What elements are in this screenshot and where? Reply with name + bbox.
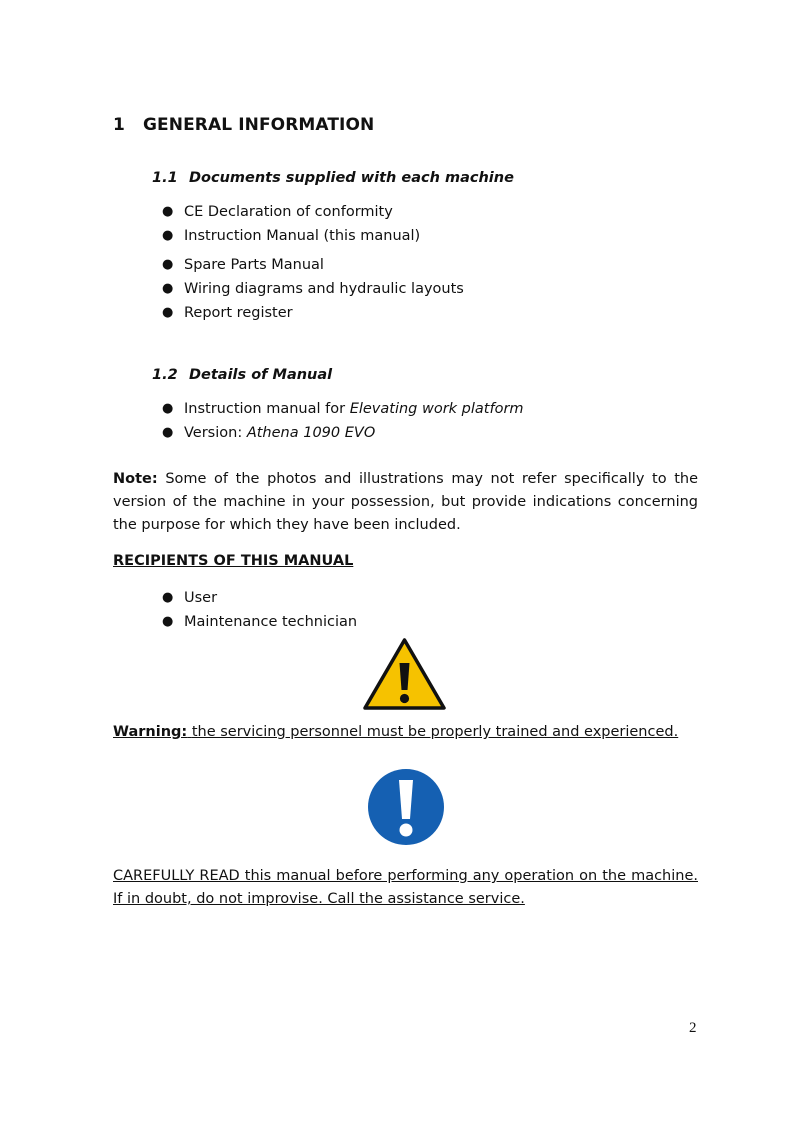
recipients-heading: RECIPIENTS OF THIS MANUAL <box>113 553 354 569</box>
subsection-title: Documents supplied with each machine <box>189 170 514 186</box>
page-number: 2 <box>689 1020 697 1036</box>
list-item: ● CE Declaration of conformity <box>162 204 393 220</box>
note-label: Note: <box>113 471 158 487</box>
details-list <box>162 397 524 444</box>
section-title: GENERAL INFORMATION <box>143 115 375 135</box>
exclamation-circle-icon <box>366 767 446 847</box>
note-text: Some of the photos and illustrations may not refer specifically to the version of the machine in your possession, but provide indications concerning the purpose for which they have been included. <box>113 471 699 533</box>
subsection-number: 1.1 <box>152 170 178 186</box>
read-instructions <box>113 865 698 911</box>
subsection-heading-details <box>152 367 332 383</box>
list-item: ● Maintenance technician <box>162 613 358 630</box>
warning-label: Warning: <box>113 724 188 740</box>
list-item: ● Version: Athena 1090 EVO <box>162 424 376 441</box>
section-number: 1 <box>113 115 125 135</box>
warning-triangle-icon <box>362 637 447 712</box>
note-paragraph <box>113 468 698 537</box>
list-item: ● Instruction manual for Elevating work platform <box>162 401 524 417</box>
list-item: ● Spare Parts Manual <box>162 257 324 274</box>
read-line-2: If in doubt, do not improvise. Call the assistance service. <box>113 891 525 907</box>
list-item: ● Wiring diagrams and hydraulic layouts <box>162 281 464 298</box>
documents-list <box>162 200 464 324</box>
read-line-1: CAREFULLY READ this manual before performing any operation on the machine. <box>113 868 698 884</box>
list-item: ● Report register <box>162 304 293 321</box>
recipients-list <box>162 586 357 633</box>
subsection-number: 1.2 <box>152 367 178 383</box>
warning-line <box>113 724 678 740</box>
subsection-heading-documents <box>152 170 514 186</box>
warning-text: the servicing personnel must be properly trained and experienced. <box>191 724 679 740</box>
subsection-title: Details of Manual <box>189 367 333 383</box>
list-item: ● User <box>162 590 218 606</box>
section-heading <box>113 115 374 135</box>
list-item: ● Instruction Manual (this manual) <box>162 227 421 244</box>
